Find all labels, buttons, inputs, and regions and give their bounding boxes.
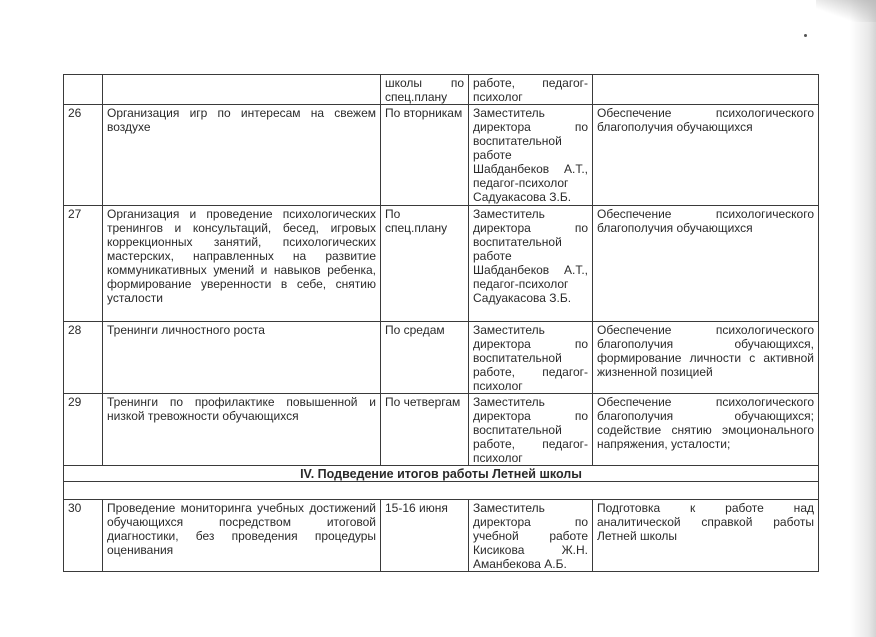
cell-num: 27 [64, 206, 103, 322]
cell-timing: школы по спец.плану [381, 75, 469, 105]
cell-activity [103, 75, 381, 105]
scan-corner-shadow [816, 0, 876, 22]
section-heading-row [64, 466, 819, 482]
cell-result: Обеспечение психологического благополучия обучающихся [593, 206, 819, 322]
cell-num [64, 75, 103, 105]
cell-result: Подготовка к работе над аналитической справкой работы Летней школы [593, 500, 819, 572]
cell-activity: Организация и проведение психологических тренингов и консультаций, бесед, игровых коррекционных занятий, психологических мастерских, направленных на развитие коммуникативных умений и навыков ребенка, формирование уверенности в себе, снятию усталости [103, 206, 381, 322]
section-title: IV. Подведение итогов работы Летней школы [64, 466, 819, 482]
table-row-29 [64, 394, 819, 466]
table-row-27 [64, 206, 819, 322]
scan-edge-shadow [850, 0, 876, 637]
table-row-30 [64, 500, 819, 572]
cell-num: 28 [64, 322, 103, 394]
cell-result: Обеспечение психологического благополучия обучающихся, формирование личности с активной жизненной позицией [593, 322, 819, 394]
cell-result: Обеспечение психологического благополучия обучающихся; содействие снятию эмоционального напряжения, усталости; [593, 394, 819, 466]
cell-responsible: Заместитель директора по учебной работе Кисикова Ж.Н. Аманбекова А.Б. [469, 500, 593, 572]
cell-responsible: Заместитель директора по воспитательной работе Шабданбеков А.Т., педагог-психолог Садуакасова З.Б. [469, 206, 593, 322]
cell-timing: По спец.плану [381, 206, 469, 322]
spacer-row [64, 482, 819, 500]
cell-activity: Тренинги личностного роста [103, 322, 381, 394]
table-row-26 [64, 105, 819, 206]
cell-activity: Тренинги по профилактике повышенной и низкой тревожности обучающихся [103, 394, 381, 466]
scan-speck [804, 34, 807, 37]
cell-activity: Организация игр по интересам на свежем воздухе [103, 105, 381, 206]
cell-timing: По средам [381, 322, 469, 394]
cell-num: 29 [64, 394, 103, 466]
spacer-cell [64, 482, 819, 500]
cell-timing: По четвергам [381, 394, 469, 466]
summer-school-plan-table [63, 74, 819, 572]
cell-timing: 15-16 июня [381, 500, 469, 572]
cell-result [593, 75, 819, 105]
cell-responsible: Заместитель директора по воспитательной работе Шабданбеков А.Т., педагог-психолог Садуакасова З.Б. [469, 105, 593, 206]
cell-activity: Проведение мониторинга учебных достижений обучающихся посредством итоговой диагностики, без проведения процедуры оценивания [103, 500, 381, 572]
cell-responsible: Заместитель директора по воспитательной работе, педагог-психолог [469, 394, 593, 466]
cell-num: 26 [64, 105, 103, 206]
cell-timing: По вторникам [381, 105, 469, 206]
cell-responsible: Заместитель директора по воспитательной работе, педагог-психолог [469, 322, 593, 394]
cell-num: 30 [64, 500, 103, 572]
cell-responsible: работе, педагог-психолог [469, 75, 593, 105]
table-row-continued [64, 75, 819, 105]
cell-result: Обеспечение психологического благополучия обучающихся [593, 105, 819, 206]
table-row-28 [64, 322, 819, 394]
